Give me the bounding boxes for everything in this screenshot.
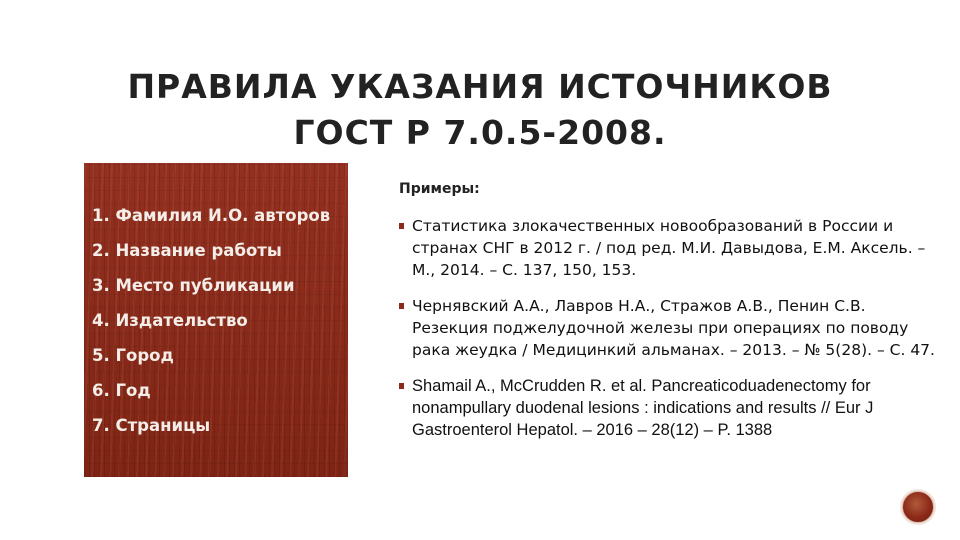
rule-item: 3. Место публикации <box>92 276 295 295</box>
example-item <box>399 375 939 441</box>
example-item <box>399 295 939 361</box>
rule-item: 4. Издательство <box>92 311 248 330</box>
slide-title <box>40 64 920 156</box>
examples-heading: Примеры: <box>399 181 480 197</box>
rule-item: 2. Название работы <box>92 241 282 260</box>
rule-item: 7. Страницы <box>92 416 211 435</box>
square-bullet-icon <box>399 383 404 389</box>
examples-section <box>399 180 939 455</box>
examples-list <box>399 215 939 441</box>
slide-title-line-2: ГОСТ Р 7.0.5-2008. <box>293 113 667 152</box>
square-bullet-icon <box>399 303 404 309</box>
rule-item: 1. Фамилия И.О. авторов <box>92 206 331 225</box>
rule-item: 6. Год <box>92 381 151 400</box>
example-text: Статистика злокачественных новообразований в России и странах СНГ в 2012 г. / под ред. М.И. Давыдова, Е.М. Аксель. – М., 2014. – С. 137, 150, 153. <box>412 217 926 279</box>
example-item <box>399 215 939 281</box>
example-text: Shamail A., McCrudden R. et al. Pancreaticoduadenectomy for nonampullary duodenal lesions : indications and results // Eur J Gastroenterol Hepatol. – 2016 – 28(12) – P. 1388 <box>412 377 874 439</box>
example-text: Чернявский А.А., Лавров Н.А., Стражов А.В., Пенин С.В. Резекция поджелудочной железы при операциях по поводу рака жеудка / Медицинкий альманах. – 2013. – № 5(28). – С. 47. <box>412 297 935 359</box>
rule-item: 5. Город <box>92 346 174 365</box>
square-bullet-icon <box>399 223 404 229</box>
slide-title-line-1: ПРАВИЛА УКАЗАНИЯ ИСТОЧНИКОВ <box>127 67 833 106</box>
rules-panel <box>84 163 348 477</box>
rules-list <box>92 205 340 436</box>
decorative-seal-icon <box>902 491 934 523</box>
